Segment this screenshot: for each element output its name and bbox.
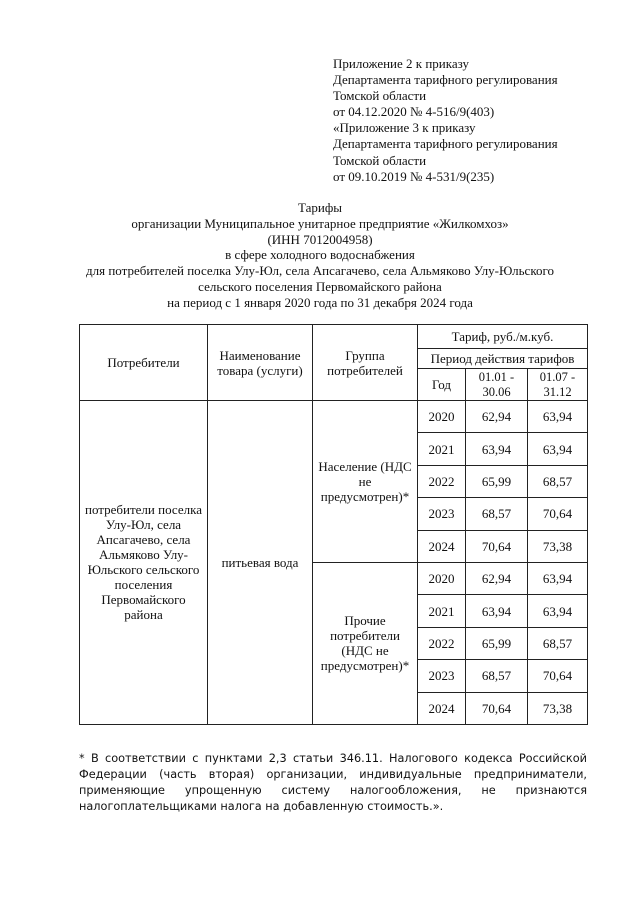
tariff-cell: 62,94	[466, 401, 528, 433]
tariff-cell: 63,94	[528, 595, 588, 627]
tariff-cell: 73,38	[528, 692, 588, 724]
appendix-line: Департамента тарифного регулирования	[333, 72, 558, 88]
tariff-cell: 70,64	[466, 692, 528, 724]
consumer-cell: потребители поселка Улу-Юл, села Апсагачево, села Альмяково Улу-Юльского сельского поселения Первомайского района	[80, 401, 208, 725]
tariff-cell: 63,94	[466, 433, 528, 465]
footnote-line: налогоплательщиками налога на добавленную стоимость.».	[79, 800, 444, 813]
year-cell: 2020	[418, 401, 466, 433]
tariff-cell: 68,57	[466, 660, 528, 692]
document-heading	[20, 200, 620, 311]
header-year: Год	[418, 369, 466, 401]
tariff-cell: 68,57	[466, 498, 528, 530]
tariff-table	[79, 324, 588, 725]
year-cell: 2021	[418, 433, 466, 465]
group-cell-population: Население (НДС не предусмотрен)*	[313, 401, 418, 563]
tariff-cell: 68,57	[528, 627, 588, 659]
heading-line: (ИНН 7012004958)	[267, 231, 373, 247]
header-tariff: Тариф, руб./м.куб.	[418, 325, 588, 349]
appendix-line: от 09.10.2019 № 4-531/9(235)	[333, 168, 495, 184]
tariff-cell: 70,64	[528, 660, 588, 692]
year-cell: 2023	[418, 498, 466, 530]
tariff-cell: 70,64	[466, 530, 528, 562]
tariff-cell: 65,99	[466, 465, 528, 497]
product-cell: питьевая вода	[208, 401, 313, 725]
footnote	[79, 751, 587, 815]
header-period: Период действия тарифов	[418, 349, 588, 369]
footnote-line: Федерации (часть вторая) организации, индивидуальные предприниматели,	[79, 768, 587, 781]
tariff-cell: 63,94	[466, 595, 528, 627]
header-group: Группа потребителей	[313, 325, 418, 401]
heading-line: организации Муниципальное унитарное предприятие «Жилкомхоз»	[131, 215, 509, 231]
appendix-line: Томской области	[333, 88, 427, 104]
year-cell: 2020	[418, 562, 466, 594]
year-cell: 2024	[418, 692, 466, 724]
appendix-line: от 04.12.2020 № 4-516/9(403)	[333, 104, 495, 120]
year-cell: 2024	[418, 530, 466, 562]
heading-line: в сфере холодного водоснабжения	[225, 247, 415, 263]
header-second-half: 01.07 - 31.12	[528, 369, 588, 401]
tariff-cell: 65,99	[466, 627, 528, 659]
appendix-line: Томской области	[333, 152, 427, 168]
appendix-line: Приложение 2 к приказу	[333, 56, 470, 71]
tariff-cell: 63,94	[528, 562, 588, 594]
tariff-cell: 73,38	[528, 530, 588, 562]
tariff-cell: 70,64	[528, 498, 588, 530]
header-consumers: Потребители	[80, 325, 208, 401]
tariff-cell: 63,94	[528, 433, 588, 465]
appendix-line: «Приложение 3 к приказу	[333, 120, 476, 136]
year-cell: 2022	[418, 627, 466, 659]
tariff-cell: 68,57	[528, 465, 588, 497]
footnote-line: применяющие упрощенную систему налогообложения, не признаются	[79, 784, 587, 797]
year-cell: 2023	[418, 660, 466, 692]
heading-line: для потребителей поселка Улу-Юл, села Апсагачево, села Альмяково Улу-Юльского	[85, 263, 554, 279]
appendix-block	[333, 56, 623, 185]
tariff-cell: 62,94	[466, 562, 528, 594]
year-cell: 2021	[418, 595, 466, 627]
year-cell: 2022	[418, 465, 466, 497]
header-first-half: 01.01 - 30.06	[466, 369, 528, 401]
heading-line: сельского поселения Первомайского района	[198, 278, 442, 294]
header-product: Наименование товара (услуги)	[208, 325, 313, 401]
group-cell-other: Прочие потребители (НДС не предусмотрен)*	[313, 562, 418, 724]
heading-title: Тарифы	[297, 200, 342, 215]
appendix-line: Департамента тарифного регулирования	[333, 136, 558, 152]
footnote-line: * В соответствии с пунктами 2,3 статьи 346.11. Налогового кодекса Российской	[79, 752, 587, 765]
tariff-cell: 63,94	[528, 401, 588, 433]
heading-line: на период с 1 января 2020 года по 31 декабря 2024 года	[167, 294, 473, 310]
